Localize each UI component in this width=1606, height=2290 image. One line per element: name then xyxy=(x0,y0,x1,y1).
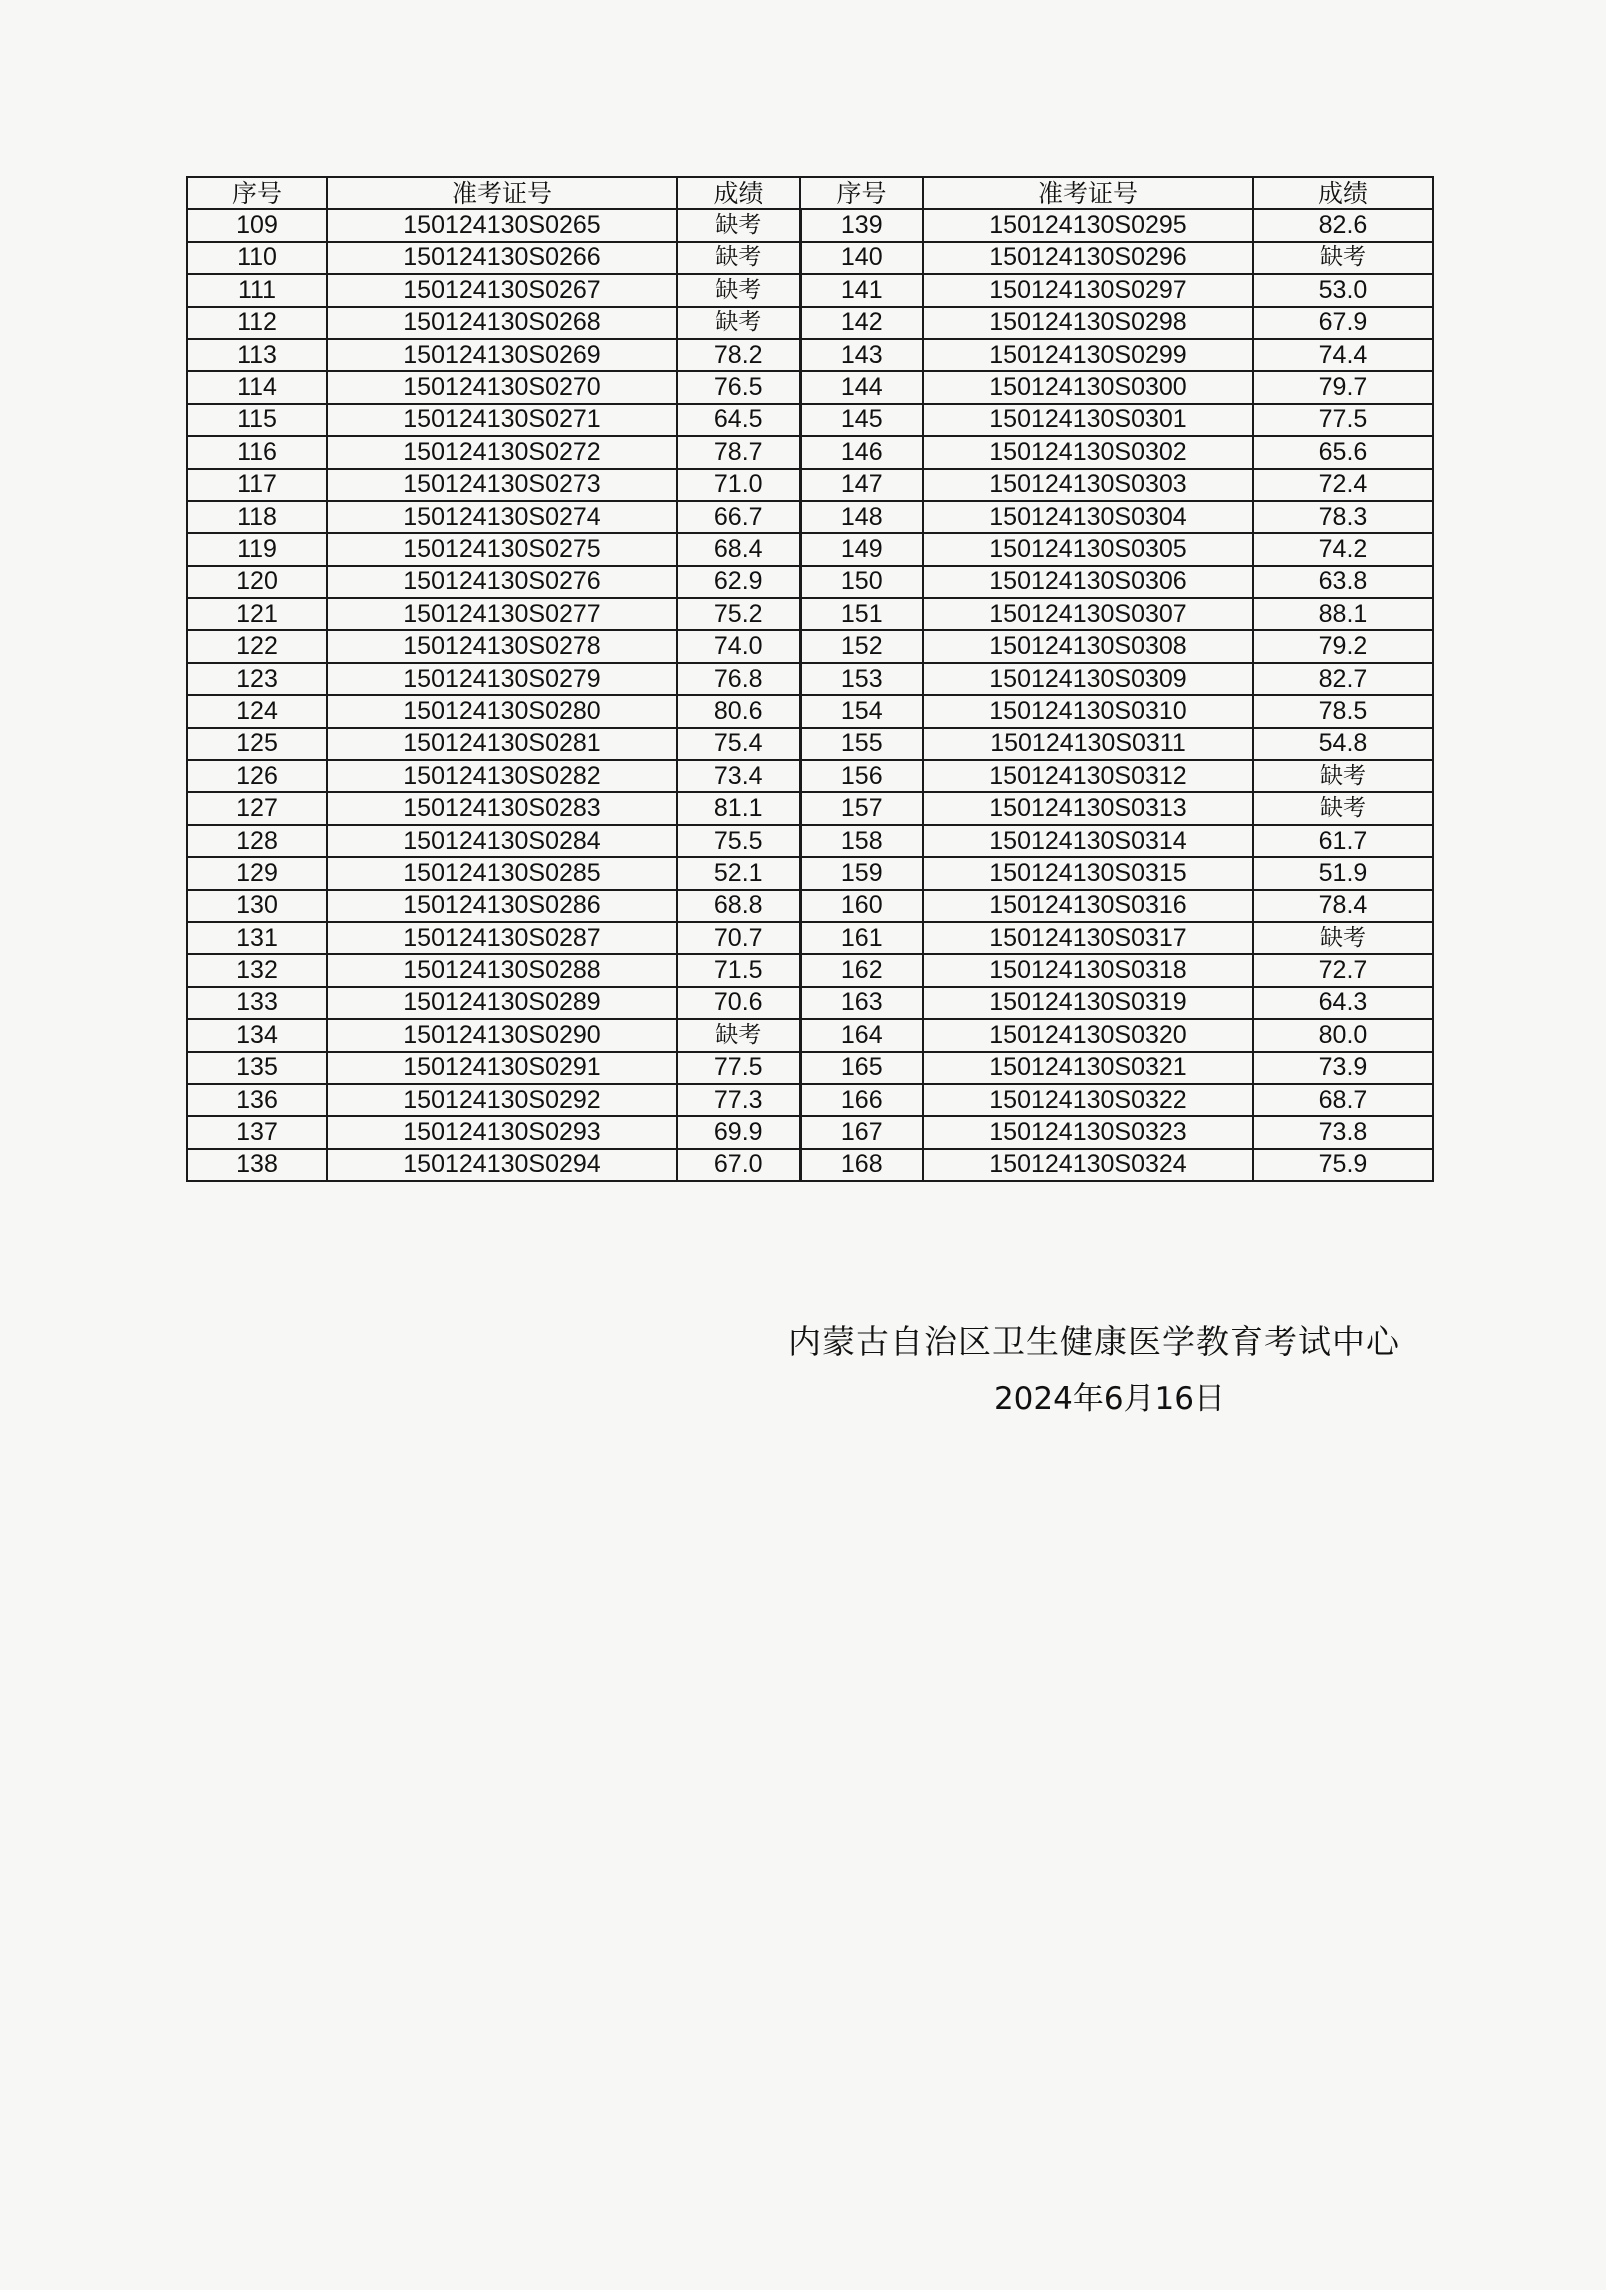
ticket-number-cell: 150124130S0295 xyxy=(923,209,1253,241)
ticket-number-cell: 150124130S0308 xyxy=(923,630,1253,662)
score-cell: 缺考 xyxy=(1253,242,1433,274)
score-cell: 76.5 xyxy=(677,371,800,403)
seq-cell: 159 xyxy=(800,857,923,889)
ticket-number-cell: 150124130S0269 xyxy=(327,339,677,371)
score-cell: 77.5 xyxy=(677,1052,800,1084)
ticket-number-cell: 150124130S0274 xyxy=(327,501,677,533)
score-cell: 51.9 xyxy=(1253,857,1433,889)
seq-cell: 118 xyxy=(187,501,327,533)
seq-cell: 113 xyxy=(187,339,327,371)
score-cell: 缺考 xyxy=(677,1019,800,1051)
score-cell: 81.1 xyxy=(677,792,800,824)
score-cell: 缺考 xyxy=(677,209,800,241)
table-row xyxy=(187,695,1433,727)
seq-cell: 122 xyxy=(187,630,327,662)
ticket-number-cell: 150124130S0275 xyxy=(327,533,677,565)
score-cell: 82.7 xyxy=(1253,663,1433,695)
ticket-number-cell: 150124130S0302 xyxy=(923,436,1253,468)
seq-cell: 153 xyxy=(800,663,923,695)
seq-cell: 143 xyxy=(800,339,923,371)
score-cell: 75.5 xyxy=(677,825,800,857)
score-cell: 73.8 xyxy=(1253,1116,1433,1148)
score-cell: 缺考 xyxy=(677,307,800,339)
seq-cell: 110 xyxy=(187,242,327,274)
ticket-number-cell: 150124130S0297 xyxy=(923,274,1253,306)
ticket-number-cell: 150124130S0309 xyxy=(923,663,1253,695)
table-row xyxy=(187,1116,1433,1148)
table-row xyxy=(187,339,1433,371)
seq-cell: 127 xyxy=(187,792,327,824)
table-row xyxy=(187,242,1433,274)
seq-cell: 145 xyxy=(800,404,923,436)
seq-cell: 164 xyxy=(800,1019,923,1051)
score-cell: 68.8 xyxy=(677,890,800,922)
issuing-organization: 内蒙古自治区卫生健康医学教育考试中心 xyxy=(788,1322,1400,1361)
ticket-number-cell: 150124130S0288 xyxy=(327,954,677,986)
score-cell: 88.1 xyxy=(1253,598,1433,630)
seq-cell: 141 xyxy=(800,274,923,306)
ticket-number-cell: 150124130S0273 xyxy=(327,469,677,501)
seq-cell: 166 xyxy=(800,1084,923,1116)
table-row xyxy=(187,987,1433,1019)
score-cell: 74.4 xyxy=(1253,339,1433,371)
score-cell: 77.5 xyxy=(1253,404,1433,436)
score-cell: 80.0 xyxy=(1253,1019,1433,1051)
seq-cell: 136 xyxy=(187,1084,327,1116)
header-ticket-left: 准考证号 xyxy=(327,177,677,209)
header-seq-left: 序号 xyxy=(187,177,327,209)
seq-cell: 167 xyxy=(800,1116,923,1148)
score-cell: 79.2 xyxy=(1253,630,1433,662)
seq-cell: 117 xyxy=(187,469,327,501)
score-cell: 68.4 xyxy=(677,533,800,565)
table-row xyxy=(187,566,1433,598)
score-cell: 82.6 xyxy=(1253,209,1433,241)
seq-cell: 147 xyxy=(800,469,923,501)
seq-cell: 150 xyxy=(800,566,923,598)
seq-cell: 156 xyxy=(800,760,923,792)
seq-cell: 125 xyxy=(187,728,327,760)
ticket-number-cell: 150124130S0306 xyxy=(923,566,1253,598)
score-table-body xyxy=(187,209,1433,1181)
score-cell: 54.8 xyxy=(1253,728,1433,760)
seq-cell: 160 xyxy=(800,890,923,922)
table-row xyxy=(187,533,1433,565)
seq-cell: 168 xyxy=(800,1149,923,1181)
seq-cell: 128 xyxy=(187,825,327,857)
score-cell: 79.7 xyxy=(1253,371,1433,403)
seq-cell: 152 xyxy=(800,630,923,662)
score-cell: 72.7 xyxy=(1253,954,1433,986)
ticket-number-cell: 150124130S0283 xyxy=(327,792,677,824)
header-row xyxy=(187,177,1433,209)
score-cell: 缺考 xyxy=(1253,760,1433,792)
score-cell: 66.7 xyxy=(677,501,800,533)
table-row xyxy=(187,598,1433,630)
ticket-number-cell: 150124130S0267 xyxy=(327,274,677,306)
ticket-number-cell: 150124130S0304 xyxy=(923,501,1253,533)
ticket-number-cell: 150124130S0278 xyxy=(327,630,677,662)
ticket-number-cell: 150124130S0312 xyxy=(923,760,1253,792)
ticket-number-cell: 150124130S0280 xyxy=(327,695,677,727)
ticket-number-cell: 150124130S0282 xyxy=(327,760,677,792)
table-row xyxy=(187,209,1433,241)
score-cell: 67.0 xyxy=(677,1149,800,1181)
ticket-number-cell: 150124130S0291 xyxy=(327,1052,677,1084)
score-cell: 75.4 xyxy=(677,728,800,760)
ticket-number-cell: 150124130S0323 xyxy=(923,1116,1253,1148)
ticket-number-cell: 150124130S0287 xyxy=(327,922,677,954)
ticket-number-cell: 150124130S0270 xyxy=(327,371,677,403)
score-cell: 78.7 xyxy=(677,436,800,468)
ticket-number-cell: 150124130S0276 xyxy=(327,566,677,598)
score-cell: 64.5 xyxy=(677,404,800,436)
table-row xyxy=(187,954,1433,986)
ticket-number-cell: 150124130S0290 xyxy=(327,1019,677,1051)
seq-cell: 112 xyxy=(187,307,327,339)
seq-cell: 137 xyxy=(187,1116,327,1148)
score-cell: 75.2 xyxy=(677,598,800,630)
seq-cell: 138 xyxy=(187,1149,327,1181)
ticket-number-cell: 150124130S0298 xyxy=(923,307,1253,339)
ticket-number-cell: 150124130S0322 xyxy=(923,1084,1253,1116)
ticket-number-cell: 150124130S0272 xyxy=(327,436,677,468)
score-cell: 缺考 xyxy=(1253,922,1433,954)
ticket-number-cell: 150124130S0307 xyxy=(923,598,1253,630)
header-score-left: 成绩 xyxy=(677,177,800,209)
seq-cell: 109 xyxy=(187,209,327,241)
seq-cell: 119 xyxy=(187,533,327,565)
seq-cell: 149 xyxy=(800,533,923,565)
table-row xyxy=(187,728,1433,760)
seq-cell: 151 xyxy=(800,598,923,630)
ticket-number-cell: 150124130S0292 xyxy=(327,1084,677,1116)
seq-cell: 154 xyxy=(800,695,923,727)
score-cell: 74.0 xyxy=(677,630,800,662)
ticket-number-cell: 150124130S0301 xyxy=(923,404,1253,436)
table-row xyxy=(187,469,1433,501)
ticket-number-cell: 150124130S0303 xyxy=(923,469,1253,501)
table-row xyxy=(187,630,1433,662)
score-cell: 64.3 xyxy=(1253,987,1433,1019)
score-table xyxy=(186,176,1434,1182)
header-ticket-right: 准考证号 xyxy=(923,177,1253,209)
seq-cell: 139 xyxy=(800,209,923,241)
ticket-number-cell: 150124130S0300 xyxy=(923,371,1253,403)
table-row xyxy=(187,307,1433,339)
ticket-number-cell: 150124130S0314 xyxy=(923,825,1253,857)
seq-cell: 163 xyxy=(800,987,923,1019)
ticket-number-cell: 150124130S0319 xyxy=(923,987,1253,1019)
seq-cell: 120 xyxy=(187,566,327,598)
score-cell: 缺考 xyxy=(677,274,800,306)
ticket-number-cell: 150124130S0265 xyxy=(327,209,677,241)
score-cell: 78.3 xyxy=(1253,501,1433,533)
ticket-number-cell: 150124130S0294 xyxy=(327,1149,677,1181)
table-row xyxy=(187,436,1433,468)
score-cell: 73.4 xyxy=(677,760,800,792)
table-row xyxy=(187,857,1433,889)
seq-cell: 114 xyxy=(187,371,327,403)
ticket-number-cell: 150124130S0311 xyxy=(923,728,1253,760)
score-cell: 77.3 xyxy=(677,1084,800,1116)
score-cell: 69.9 xyxy=(677,1116,800,1148)
seq-cell: 115 xyxy=(187,404,327,436)
seq-cell: 162 xyxy=(800,954,923,986)
seq-cell: 131 xyxy=(187,922,327,954)
ticket-number-cell: 150124130S0313 xyxy=(923,792,1253,824)
table-row xyxy=(187,825,1433,857)
ticket-number-cell: 150124130S0266 xyxy=(327,242,677,274)
score-cell: 52.1 xyxy=(677,857,800,889)
score-cell: 80.6 xyxy=(677,695,800,727)
ticket-number-cell: 150124130S0277 xyxy=(327,598,677,630)
ticket-number-cell: 150124130S0320 xyxy=(923,1019,1253,1051)
ticket-number-cell: 150124130S0321 xyxy=(923,1052,1253,1084)
table-row xyxy=(187,501,1433,533)
seq-cell: 132 xyxy=(187,954,327,986)
score-cell: 61.7 xyxy=(1253,825,1433,857)
score-cell: 78.4 xyxy=(1253,890,1433,922)
score-cell: 缺考 xyxy=(1253,792,1433,824)
ticket-number-cell: 150124130S0316 xyxy=(923,890,1253,922)
ticket-number-cell: 150124130S0315 xyxy=(923,857,1253,889)
table-row xyxy=(187,1052,1433,1084)
ticket-number-cell: 150124130S0285 xyxy=(327,857,677,889)
score-cell: 78.5 xyxy=(1253,695,1433,727)
seq-cell: 123 xyxy=(187,663,327,695)
score-cell: 70.7 xyxy=(677,922,800,954)
ticket-number-cell: 150124130S0271 xyxy=(327,404,677,436)
document-footer xyxy=(640,1316,1440,1418)
table-row xyxy=(187,663,1433,695)
ticket-number-cell: 150124130S0268 xyxy=(327,307,677,339)
score-cell: 缺考 xyxy=(677,242,800,274)
table-row xyxy=(187,760,1433,792)
ticket-number-cell: 150124130S0286 xyxy=(327,890,677,922)
seq-cell: 124 xyxy=(187,695,327,727)
seq-cell: 116 xyxy=(187,436,327,468)
score-cell: 71.5 xyxy=(677,954,800,986)
seq-cell: 161 xyxy=(800,922,923,954)
table-row xyxy=(187,371,1433,403)
table-row xyxy=(187,274,1433,306)
score-cell: 71.0 xyxy=(677,469,800,501)
seq-cell: 144 xyxy=(800,371,923,403)
ticket-number-cell: 150124130S0317 xyxy=(923,922,1253,954)
seq-cell: 134 xyxy=(187,1019,327,1051)
seq-cell: 133 xyxy=(187,987,327,1019)
table-row xyxy=(187,922,1433,954)
seq-cell: 142 xyxy=(800,307,923,339)
table-row xyxy=(187,792,1433,824)
score-cell: 73.9 xyxy=(1253,1052,1433,1084)
ticket-number-cell: 150124130S0324 xyxy=(923,1149,1253,1181)
issue-date: 2024年6月16日 xyxy=(993,1381,1225,1417)
table-row xyxy=(187,1149,1433,1181)
seq-cell: 121 xyxy=(187,598,327,630)
seq-cell: 129 xyxy=(187,857,327,889)
seq-cell: 130 xyxy=(187,890,327,922)
score-cell: 63.8 xyxy=(1253,566,1433,598)
table-row xyxy=(187,404,1433,436)
ticket-number-cell: 150124130S0281 xyxy=(327,728,677,760)
seq-cell: 155 xyxy=(800,728,923,760)
seq-cell: 158 xyxy=(800,825,923,857)
ticket-number-cell: 150124130S0296 xyxy=(923,242,1253,274)
ticket-number-cell: 150124130S0284 xyxy=(327,825,677,857)
seq-cell: 157 xyxy=(800,792,923,824)
score-cell: 78.2 xyxy=(677,339,800,371)
ticket-number-cell: 150124130S0293 xyxy=(327,1116,677,1148)
seq-cell: 126 xyxy=(187,760,327,792)
ticket-number-cell: 150124130S0279 xyxy=(327,663,677,695)
score-cell: 67.9 xyxy=(1253,307,1433,339)
seq-cell: 135 xyxy=(187,1052,327,1084)
score-table-header xyxy=(187,177,1433,209)
seq-cell: 165 xyxy=(800,1052,923,1084)
table-row xyxy=(187,1019,1433,1051)
seq-cell: 146 xyxy=(800,436,923,468)
score-cell: 72.4 xyxy=(1253,469,1433,501)
seq-cell: 111 xyxy=(187,274,327,306)
ticket-number-cell: 150124130S0305 xyxy=(923,533,1253,565)
ticket-number-cell: 150124130S0318 xyxy=(923,954,1253,986)
score-cell: 68.7 xyxy=(1253,1084,1433,1116)
score-cell: 74.2 xyxy=(1253,533,1433,565)
header-seq-right: 序号 xyxy=(800,177,923,209)
seq-cell: 148 xyxy=(800,501,923,533)
ticket-number-cell: 150124130S0299 xyxy=(923,339,1253,371)
ticket-number-cell: 150124130S0310 xyxy=(923,695,1253,727)
ticket-number-cell: 150124130S0289 xyxy=(327,987,677,1019)
score-cell: 53.0 xyxy=(1253,274,1433,306)
score-cell: 65.6 xyxy=(1253,436,1433,468)
table-row xyxy=(187,890,1433,922)
score-cell: 62.9 xyxy=(677,566,800,598)
table-row xyxy=(187,1084,1433,1116)
seq-cell: 140 xyxy=(800,242,923,274)
score-cell: 75.9 xyxy=(1253,1149,1433,1181)
header-score-right: 成绩 xyxy=(1253,177,1433,209)
score-cell: 76.8 xyxy=(677,663,800,695)
score-cell: 70.6 xyxy=(677,987,800,1019)
